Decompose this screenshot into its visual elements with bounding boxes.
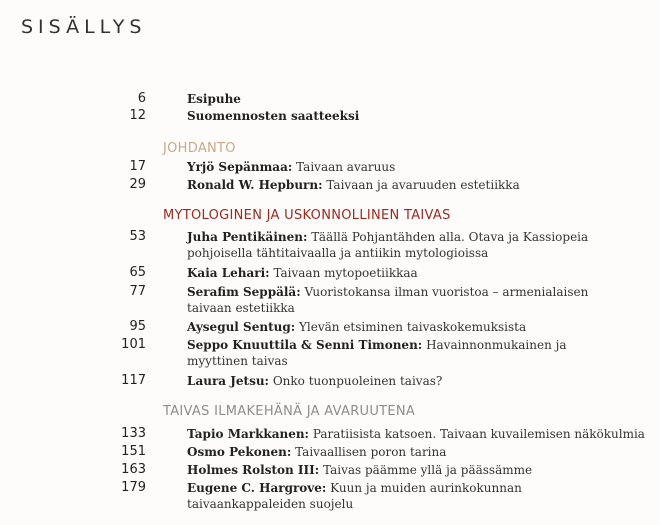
entry-title: Suomennosten saatteeksi: [187, 109, 360, 123]
entry-title-continued: myyttinen taivas: [187, 354, 288, 368]
page-title: SISÄLLYS: [21, 16, 147, 38]
entry-author: Aysegul Sentug:: [187, 320, 296, 334]
entry-title-continued: taivaankappaleiden suojelu: [187, 497, 354, 511]
entry-title: Vuoristokansa ilman vuoristoa – armenialaisen: [304, 285, 589, 299]
page-number: 95: [129, 319, 146, 334]
page-number: 12: [129, 108, 146, 123]
entry-author: Serafim Seppälä:: [187, 285, 301, 299]
page-number: 6: [137, 91, 146, 106]
entry-author: Kaia Lehari:: [187, 266, 270, 280]
page-number: 65: [129, 265, 146, 280]
entry-author: Ronald W. Hepburn:: [187, 178, 323, 192]
entry-author: Tapio Markkanen:: [187, 427, 309, 441]
entry-title: Taivaan ja avaruuden estetiikka: [326, 178, 520, 192]
page-number: 101: [121, 337, 146, 352]
entry-title: Havainnonmukainen ja: [426, 338, 567, 352]
entry-title: Taivaan avaruus: [296, 160, 396, 174]
entry-author: Holmes Rolston III:: [187, 463, 320, 477]
page-number: 29: [129, 177, 146, 192]
section-heading: TAIVAS ILMAKEHÄNÄ JA AVARUUTENA: [163, 404, 416, 419]
page-number: 151: [121, 444, 146, 459]
page-number: 133: [121, 426, 146, 441]
entry-title: Ylevän etsiminen taivaskokemuksista: [298, 320, 527, 334]
section-heading: MYTOLOGINEN JA USKONNOLLINEN TAIVAS: [163, 208, 451, 223]
entry-author: Eugene C. Hargrove:: [187, 481, 327, 495]
entry-title: Täällä Pohjantähden alla. Otava ja Kassiopeia: [311, 230, 589, 244]
entry-title: Onko tuonpuoleinen taivas?: [272, 374, 443, 388]
page-number: 179: [121, 480, 146, 495]
entry-title-continued: taivaan estetiikka: [187, 301, 295, 315]
entry-title: Taivaan mytopoetiikkaa: [273, 266, 418, 280]
entry-title: Kuun ja muiden aurinkokunnan: [330, 481, 522, 495]
entry-title-continued: pohjoisella tähtitaivaalla ja antiikin mytologioissa: [187, 246, 489, 260]
section-heading: JOHDANTO: [163, 141, 236, 156]
entry-author: Osmo Pekonen:: [187, 445, 292, 459]
entry-author: Seppo Knuuttila & Senni Timonen:: [187, 338, 423, 352]
entry-title: Taivas päämme yllä ja päässämme: [323, 463, 533, 477]
page-number: 17: [129, 159, 146, 174]
page-number: 77: [129, 284, 146, 299]
page-number: 117: [121, 373, 146, 388]
page-number: 163: [121, 462, 146, 477]
entry-author: Laura Jetsu:: [187, 374, 269, 388]
page-number: 53: [129, 229, 146, 244]
entry-author: Yrjö Sepänmaa:: [187, 160, 293, 174]
entry-title: Paratiisista katsoen. Taivaan kuvailemisen näkökulmia: [312, 427, 645, 441]
entry-title: Taivaallisen poron tarina: [295, 445, 447, 459]
entry-author: Juha Pentikäinen:: [187, 230, 308, 244]
entry-title: Esipuhe: [187, 92, 241, 106]
